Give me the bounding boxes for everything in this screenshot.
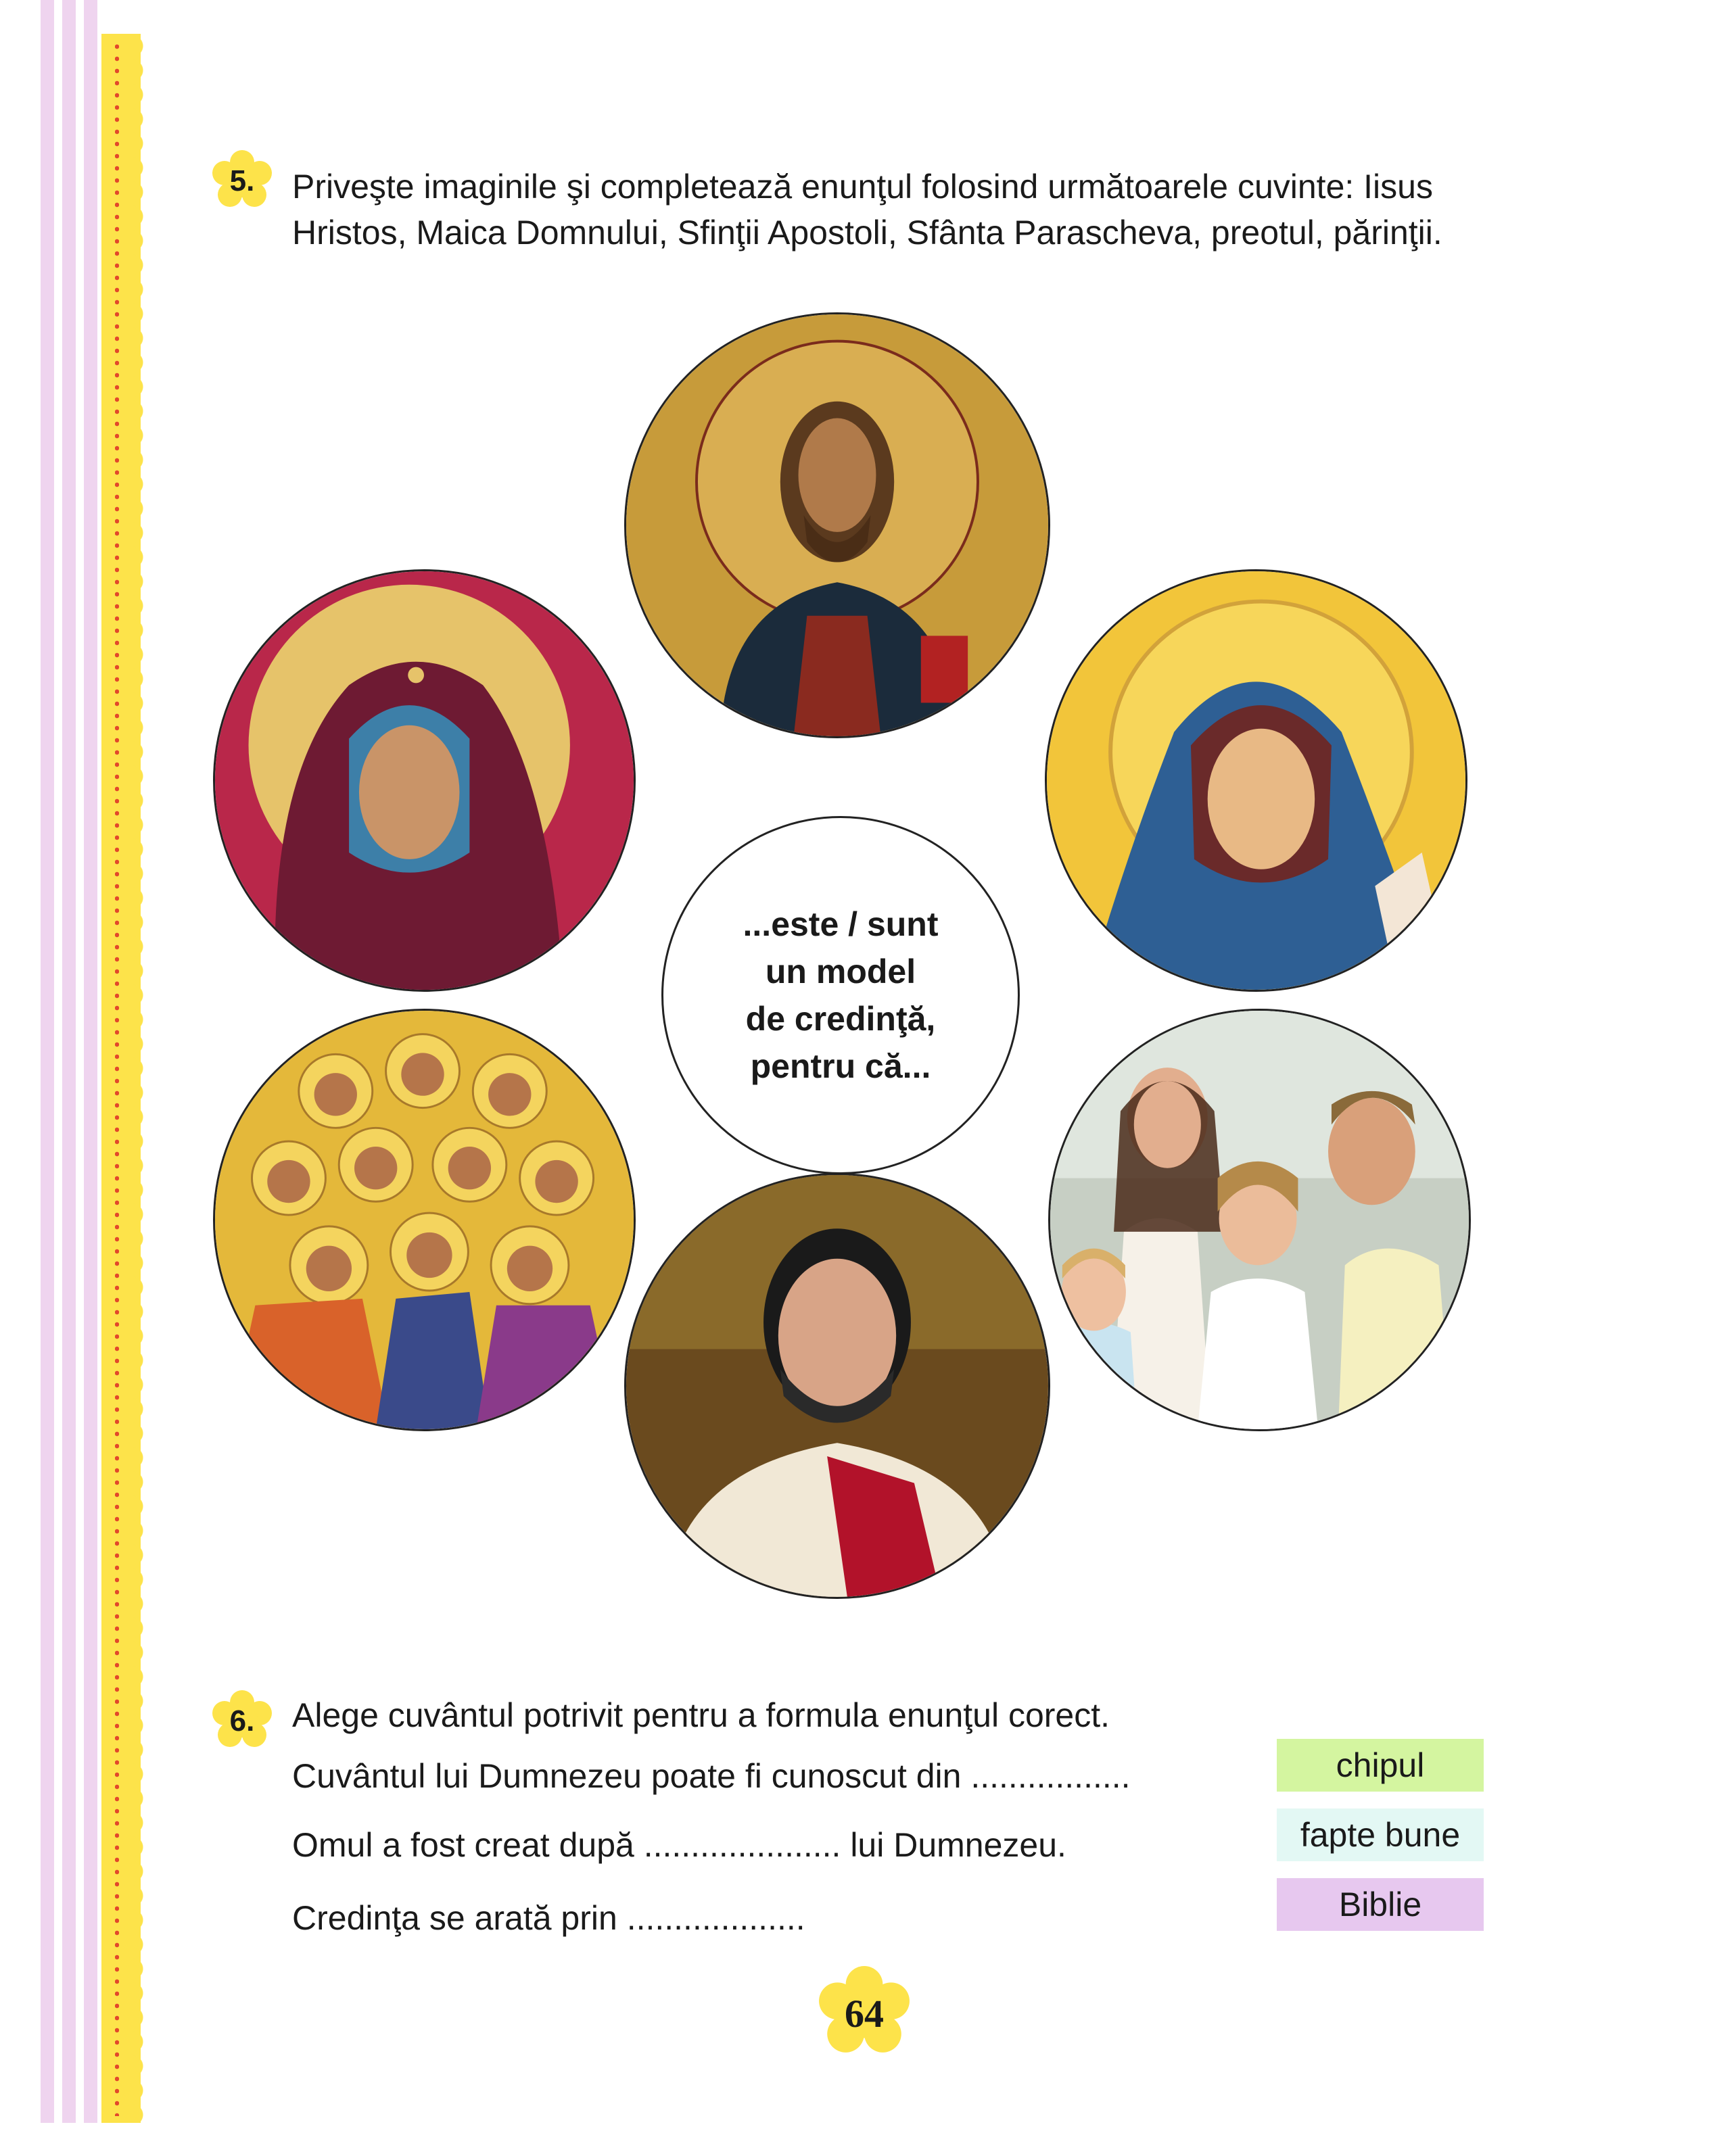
apostles-icon	[215, 1011, 634, 1429]
icon-iisus-hristos	[624, 312, 1050, 738]
icon-maica-domnului	[213, 569, 636, 992]
exercise-5-badge	[211, 150, 273, 212]
word-box-fapte-bune: fapte bune	[1277, 1808, 1484, 1861]
priest-photo	[626, 1175, 1048, 1597]
word-box-biblie: Biblie	[1277, 1878, 1484, 1931]
exercise-6-sentence-3: Credinţa se arată prin ...................	[292, 1899, 805, 1937]
word-box-chipul: chipul	[1277, 1739, 1484, 1792]
decor-stripe	[41, 0, 54, 2123]
virgin-mary-icon	[215, 571, 634, 990]
decor-stripe	[62, 0, 76, 2123]
jesus-icon	[626, 314, 1048, 736]
page-number-badge	[817, 1966, 912, 2061]
exercise-6-number: 6.	[229, 1704, 255, 1738]
center-prompt-text: ...este / sunt un model de credinţă, pentru că...	[743, 905, 939, 1085]
page-number: 64	[845, 1991, 884, 2036]
decor-ribbon-dots	[115, 41, 119, 2116]
exercise-5-number: 5.	[229, 164, 255, 197]
icon-sfintii-apostoli	[213, 1009, 636, 1431]
decor-stripe	[84, 0, 97, 2123]
photo-preotul	[624, 1173, 1050, 1599]
exercise-6-sentence-1: Cuvântul lui Dumnezeu poate fi cunoscut din .................	[292, 1757, 1131, 1795]
exercise-5-instruction: Priveşte imaginile şi completează enunţul folosind următoarele cuvinte: Iisus Hristos, Maica Domnului, Sfinţii Apostoli, Sfânta Parascheva, preotul, părinţii.	[292, 168, 1442, 251]
exercise-6-badge	[211, 1690, 273, 1752]
photo-parintii	[1048, 1009, 1471, 1431]
center-prompt-circle	[661, 816, 1020, 1174]
exercise-6-instruction: Alege cuvântul potrivit pentru a formula enunţul corect.	[292, 1696, 1110, 1734]
family-photo	[1050, 1011, 1469, 1429]
icon-sfanta-parascheva	[1045, 569, 1467, 992]
saint-parascheva-icon	[1047, 571, 1465, 990]
exercise-6-sentence-2: Omul a fost creat după ..................... lui Dumnezeu.	[292, 1826, 1066, 1864]
decor-ribbon-scallop	[133, 34, 156, 2123]
